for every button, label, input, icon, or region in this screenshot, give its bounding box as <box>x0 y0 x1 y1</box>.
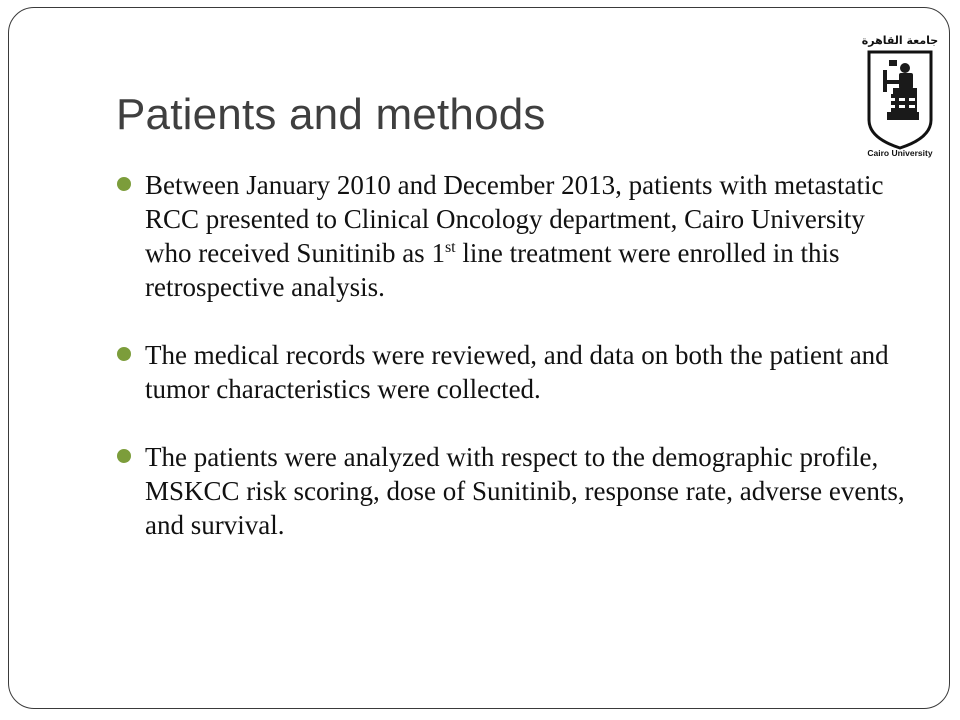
logo-arabic-wordmark: جامعة القاهرة <box>861 34 939 47</box>
logo-english-wordmark: Cairo University <box>867 148 933 158</box>
bullet-text-part: line treatment were enrolled in this retrospective analysis. <box>145 238 840 302</box>
bullet-item <box>116 338 906 406</box>
slide-title: Patients and methods <box>116 90 546 139</box>
bullet-dot-icon <box>117 347 131 361</box>
cairo-university-logo <box>859 30 941 160</box>
bullet-item <box>116 168 906 304</box>
bullet-list <box>116 168 906 576</box>
bullet-dot-icon <box>117 449 131 463</box>
bullet-text: The medical records were reviewed, and data on both the patient and tumor characteristics were collected. <box>145 340 889 404</box>
bullet-dot-icon <box>117 177 131 191</box>
ordinal-superscript: st <box>444 239 456 256</box>
bullet-text: The patients were analyzed with respect to the demographic profile, MSKCC risk scoring, dose of Sunitinib, response rate, adverse events, and survival. <box>145 442 905 540</box>
bullet-item <box>116 440 906 542</box>
bullet-text <box>145 170 884 302</box>
bullet-text-part: Between January 2010 and December 2013, patients with metastatic RCC presented to Clinical Oncology department, Cairo University who received Sunitinib as 1 <box>145 170 884 268</box>
slide-frame <box>8 7 950 709</box>
